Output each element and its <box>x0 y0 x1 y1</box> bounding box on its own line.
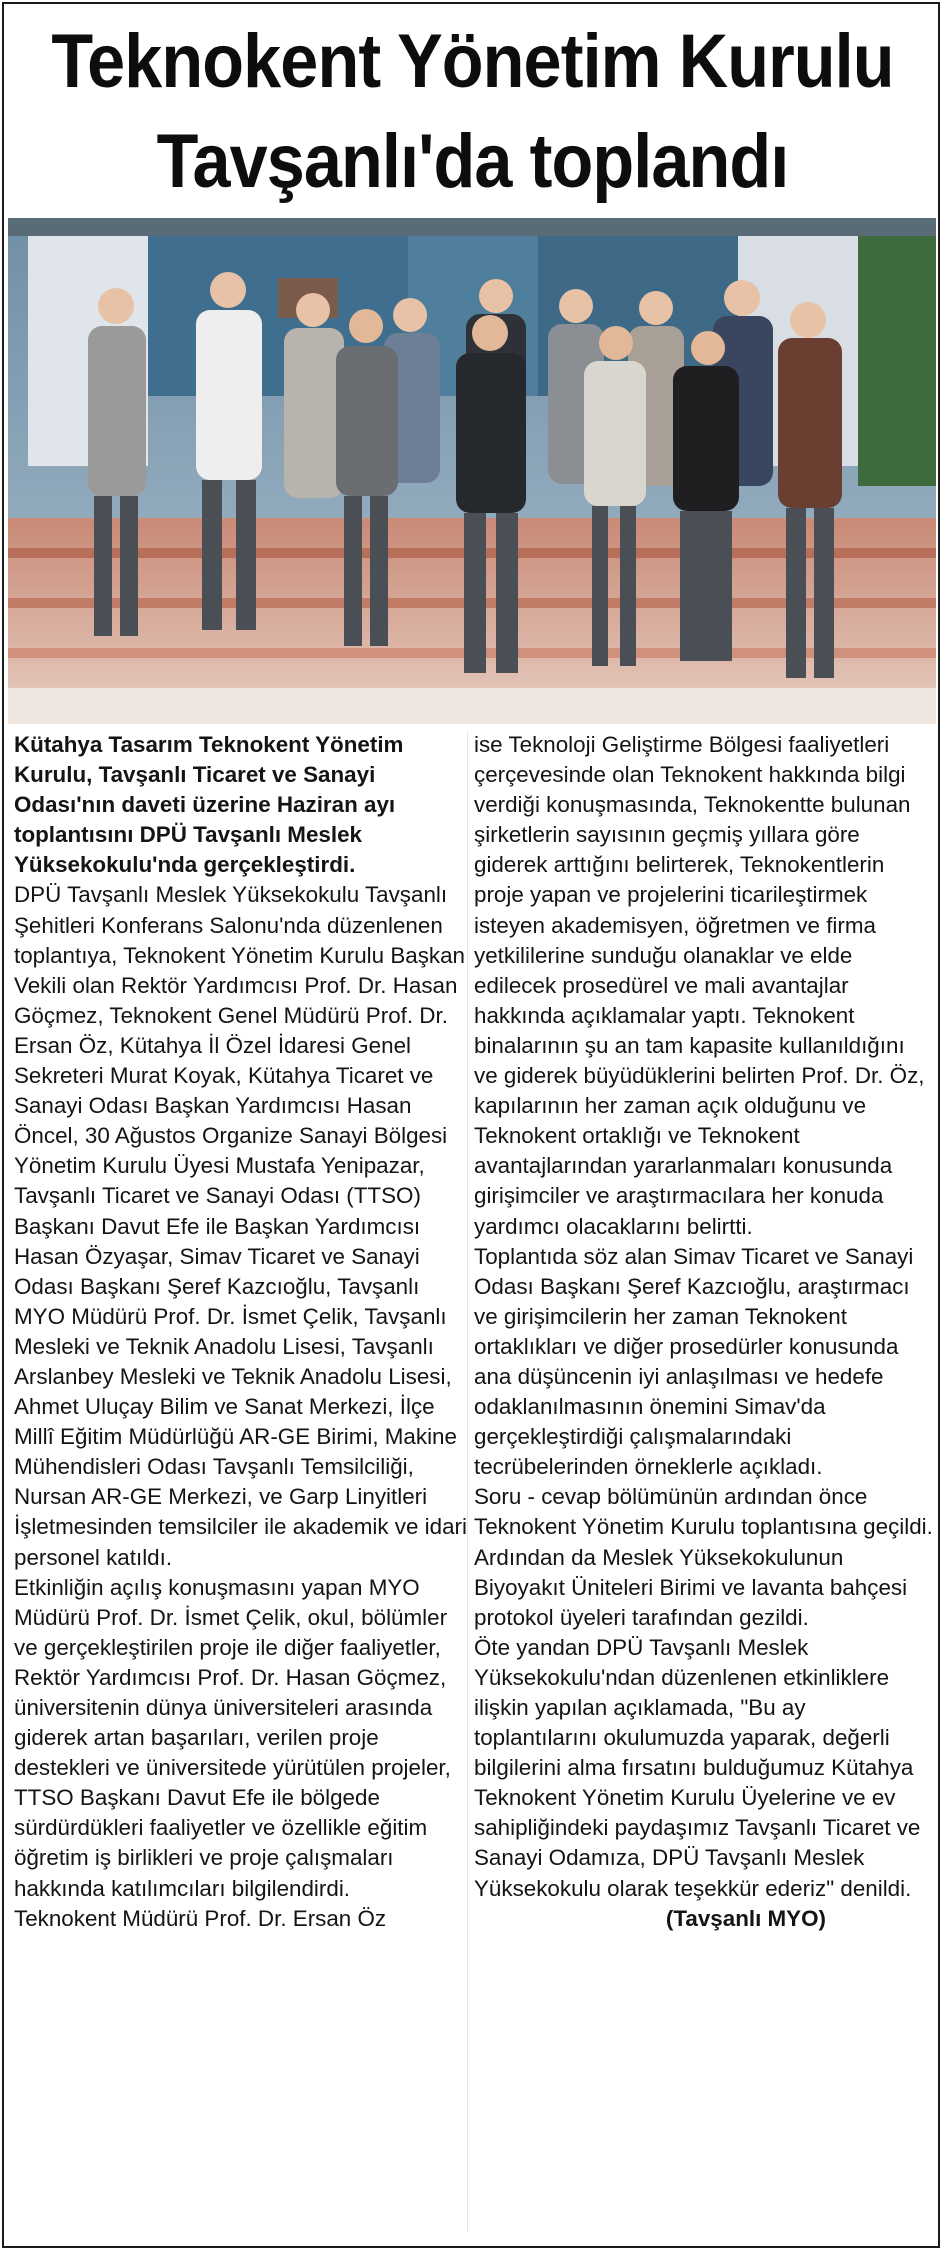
article-paragraph: Soru - cevap bölümünün ardından önce Teknokent Yönetim Kurulu toplantısına geçildi. Ardından da Meslek Yüksekokulunun Biyoyakıt Üniteleri Birimi ve lavanta bahçesi protokol üyeleri tarafından gezildi. <box>474 1484 933 1630</box>
article-paragraph: Teknokent Müdürü Prof. Dr. Ersan Öz <box>14 1905 387 1931</box>
article-column-left <box>14 730 469 1934</box>
article-signature: (Tavşanlı MYO) <box>665 1905 826 1931</box>
article-paragraph: Öte yandan DPÜ Tavşanlı Meslek Yüksekokulu'ndan düzenlenen etkinliklere ilişkin yapılan açıklamada, "Bu ay toplantılarını okulumuzda yaparak, değerli bilgilerini alma fırsatını bulduğumuz Kütahya Teknokent Yönetim Kurulu Üyelerine ve ev sahipliğindeki paydaşımız Tavşanlı Ticaret ve Sanayi Odamıza, DPÜ Tavşanlı Meslek Yüksekokulu olarak teşekkür ederiz" denildi. <box>474 1634 921 1901</box>
article-paragraph: ise Teknoloji Geliştirme Bölgesi faaliyetleri çerçevesinde olan Teknokent hakkında bilgi verdiği konuşmasında, Teknokentte bulunan şirketlerin sayısının geçmiş yıllara göre giderek arttığını belirterek, Teknokentlerin proje yapan ve projelerini ticarileştirmek isteyen akademisyen, öğretmen ve firma yetkililerine sunduğu olanaklar ve elde edilecek prosedürel ve mali avantajlar hakkında açıklamalar yaptı. Teknokent binalarının şu an tam kapasite kullanıldığını ve giderek büyüdüklerini belirten Prof. Dr. Öz, kapılarının her zaman açık olduğunu ve Teknokent ortaklığı ve Teknokent avantajlarından yararlanmaları konusunda girişimciler ve araştırmacılara her konuda yardımcı olacaklarını belirtti. <box>474 732 925 1239</box>
article-lead: Kütahya Tasarım Teknokent Yönetim Kurulu, Tavşanlı Ticaret ve Sanayi Odası'nın daveti üzerine Haziran ayı toplantısını DPÜ Tavşanlı Meslek Yüksekokulu'nda gerçekleştirdi. <box>14 732 404 878</box>
headline-line-2: Tavşanlı'da toplandı <box>156 119 789 204</box>
headline-line-1: Teknokent Yönetim Kurulu <box>51 19 894 104</box>
group-photo <box>8 218 936 724</box>
article-paragraph: DPÜ Tavşanlı Meslek Yüksekokulu Tavşanlı Şehitleri Konferans Salonu'nda düzenlenen toplantıya, Teknokent Yönetim Kurulu Başkan Vekili olan Rektör Yardımcısı Prof. Dr. Hasan Göçmez, Teknokent Genel Müdürü Prof. Dr. Ersan Öz, Kütahya İl Özel İdaresi Genel Sekreteri Murat Koyak, Kütahya Ticaret ve Sanayi Odası Başkan Yardımcısı Hasan Öncel, 30 Ağustos Organize Sanayi Bölgesi Yönetim Kurulu Üyesi Mustafa Yenipazar, Tavşanlı Ticaret ve Sanayi Odası (TTSO) Başkanı Davut Efe ile Başkan Yardımcısı Hasan Özyaşar, Simav Ticaret ve Sanayi Odası Başkanı Şeref Kazcıoğlu, Tavşanlı MYO Müdürü Prof. Dr. İsmet Çelik, Tavşanlı Mesleki ve Teknik Anadolu Lisesi, Tavşanlı Arslanbey Mesleki ve Teknik Anadolu Lisesi, Ahmet Uluçay Bilim ve Sanat Merkezi, İlçe Millî Eğitim Müdürlüğü AR-GE Birimi, Makine Mühendisleri Odası Tavşanlı Temsilciliği, Nursan AR-GE Merkezi, ve Garp Linyitleri İşletmesinden temsilciler ile akademik ve idari personel katıldı. <box>14 882 467 1570</box>
article-column-right <box>474 730 934 1934</box>
article-paragraph: Toplantıda söz alan Simav Ticaret ve Sanayi Odası Başkanı Şeref Kazcıoğlu, araştırmacı ve girişimcilerin her zaman Teknokent ortaklıkları ve diğer prosedürler konusunda ana düşüncenin iyi anlaşılması ve hedefe odaklanılmasının önemini Simav'da gerçekleştirdiği çalışmalarındaki tecrübelerinden örneklerle açıkladı. <box>474 1243 914 1480</box>
headline <box>47 12 898 212</box>
article-paragraph: Etkinliğin açılış konuşmasını yapan MYO Müdürü Prof. Dr. İsmet Çelik, okul, bölümler ve gerçekleştirilen proje ile diğer faaliyetler, Rektör Yardımcısı Prof. Dr. Hasan Göçmez, üniversitenin dünya üniversiteleri arasında giderek artan başarıları, verilen proje destekleri ve üniversitede yürütülen projeler, TTSO Başkanı Davut Efe ile bölgede sürdürdükleri faaliyetler ve özellikle eğitim öğretim iş birlikleri ve proje çalışmaları hakkında katılımcıları bilgilendirdi. <box>14 1574 451 1901</box>
